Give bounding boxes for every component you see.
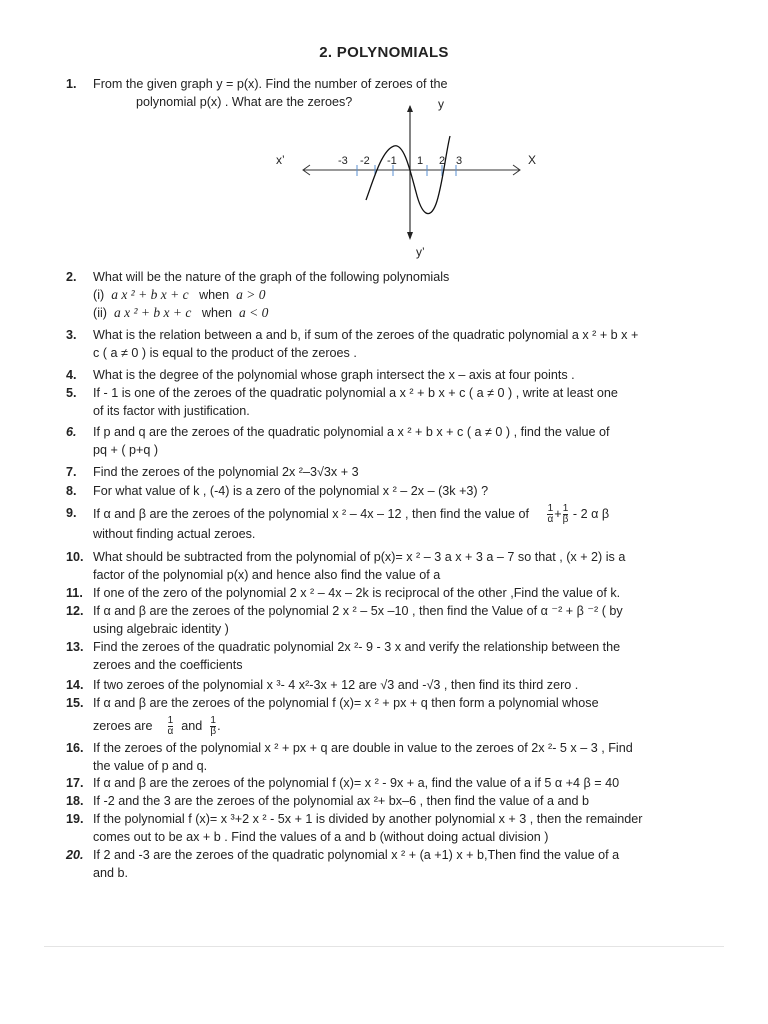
question-text: If α and β are the zeroes of the polynomial x ² – 4x – 12 , then find the value of $\frac{1}{\alpha}$ + $\frac{1}{\beta}$ - 2 α β xyxy=(93,503,610,525)
question-7 xyxy=(66,463,731,481)
sub-item-ii: (ii) a x ² + b x + c when a < 0 xyxy=(93,305,269,320)
question-number: 4. xyxy=(66,368,77,382)
question-14 xyxy=(66,676,731,694)
question-16 xyxy=(66,739,731,775)
question-text: comes out to be ax + b . Find the values of a and b (without doing actual division ) xyxy=(93,830,549,844)
question-number: 8. xyxy=(66,484,77,498)
question-number: 1. xyxy=(66,77,77,91)
question-text: and b. xyxy=(93,866,129,880)
question-20 xyxy=(66,846,731,882)
tick-label: 2 xyxy=(439,155,446,167)
question-12 xyxy=(66,602,731,638)
question-number: 9. xyxy=(66,506,77,520)
question-text: If p and q are the zeroes of the quadratic polynomial a x ² + b x + c ( a ≠ 0 ) , find the value of xyxy=(93,425,610,439)
question-text: polynomial p(x) . What are the zeroes? xyxy=(136,95,353,109)
y-axis-label: y xyxy=(438,97,444,111)
question-text: using algebraic identity ) xyxy=(93,622,229,636)
question-text: From the given graph y = p(x). Find the number of zeroes of the xyxy=(93,77,448,91)
question-10 xyxy=(66,548,731,584)
question-text: If α and β are the zeroes of the polynomial f (x)= x ² - 9x + a, find the value of a if 5 α +4 β = 40 xyxy=(93,776,620,790)
tick-label: 3 xyxy=(456,155,463,167)
tick-label: -2 xyxy=(360,155,370,167)
question-text: the value of p and q. xyxy=(93,759,208,773)
question-number: 3. xyxy=(66,328,77,342)
question-9 xyxy=(66,504,731,543)
question-17 xyxy=(66,774,731,792)
question-text: If α and β are the zeroes of the polynomial 2 x ² – 5x –10 , then find the Value of α ⁻² + β ⁻² ( by xyxy=(93,604,623,618)
question-number: 14. xyxy=(66,678,84,692)
footer-divider xyxy=(44,946,724,947)
question-11 xyxy=(66,584,731,602)
question-13 xyxy=(66,638,731,674)
question-number: 7. xyxy=(66,465,77,479)
question-19 xyxy=(66,810,731,846)
fraction-1-over-alpha: $\frac{1}{\alpha}$ xyxy=(167,715,174,737)
question-number: 12. xyxy=(66,604,84,618)
question-text: What is the relation between a and b, if sum of the zeroes of the quadratic polynomial a x ² + b x + xyxy=(93,328,639,342)
question-text: Find the zeroes of the quadratic polynomial 2x ²- 9 - 3 x and verify the relationship between the xyxy=(93,640,621,654)
sub-item-i: (i) a x ² + b x + c when a > 0 xyxy=(93,287,266,302)
y-neg-axis-label: y’ xyxy=(416,245,425,259)
question-text: What will be the nature of the graph of the following polynomials xyxy=(93,270,450,284)
question-2 xyxy=(66,268,731,322)
question-text: c ( a ≠ 0 ) is equal to the product of the zeroes . xyxy=(93,346,357,360)
question-text: If the polynomial f (x)= x ³+2 x ² - 5x + 1 is divided by another polynomial x + 3 , then the remainder xyxy=(93,812,643,826)
question-text: pq + ( p+q ) xyxy=(93,443,159,457)
question-number: 10. xyxy=(66,550,84,564)
question-15 xyxy=(66,694,731,737)
question-number: 18. xyxy=(66,794,84,808)
tick-label: -1 xyxy=(387,155,397,167)
question-text: If the zeroes of the polynomial x ² + px + q are double in value to the zeroes of 2x ²- 5 x – 3 , Find xyxy=(93,741,633,755)
polynomial-graph xyxy=(270,92,560,262)
question-number: 19. xyxy=(66,812,84,826)
question-5 xyxy=(66,384,731,420)
fraction-1-over-beta: $\frac{1}{\beta}$ xyxy=(562,503,569,525)
question-number: 5. xyxy=(66,386,77,400)
y-axis-arrow-down xyxy=(407,232,413,240)
question-number: 16. xyxy=(66,741,84,755)
question-text: What should be subtracted from the polynomial of p(x)= x ² – 3 a x + 3 a – 7 so that , (x + 2) is a xyxy=(93,550,626,564)
question-8 xyxy=(66,482,731,500)
page-title: 2. POLYNOMIALS xyxy=(319,44,449,61)
question-text: What is the degree of the polynomial whose graph intersect the x – axis at four points . xyxy=(93,368,575,382)
question-text: Find the zeroes of the polynomial 2x ²–3√3x + 3 xyxy=(93,465,359,479)
question-number: 20. xyxy=(66,848,84,862)
question-3 xyxy=(66,326,731,362)
question-number: 2. xyxy=(66,270,77,284)
question-text: without finding actual zeroes. xyxy=(93,527,256,541)
question-text: If - 1 is one of the zeroes of the quadratic polynomial a x ² + b x + c ( a ≠ 0 ) , write at least one xyxy=(93,386,618,400)
question-text: If α and β are the zeroes of the polynomial f (x)= x ² + px + q then form a polynomial whose xyxy=(93,696,599,710)
x-neg-axis-label: x’ xyxy=(276,153,285,167)
question-number: 17. xyxy=(66,776,84,790)
question-text: If -2 and the 3 are the zeroes of the polynomial ax ²+ bx–6 , then find the value of a and b xyxy=(93,794,590,808)
question-number: 15. xyxy=(66,696,84,710)
question-text: If 2 and -3 are the zeroes of the quadratic polynomial x ² + (a +1) x + b,Then find the value of a xyxy=(93,848,620,862)
tick-label: -3 xyxy=(338,155,348,167)
y-axis-arrow-up xyxy=(407,105,413,112)
x-axis-label: X xyxy=(528,153,537,167)
question-number: 11. xyxy=(66,586,83,600)
question-number: 6. xyxy=(66,425,77,439)
question-text: zeroes are $\frac{1}{\alpha}$ and $\frac{1}{\beta}$ . xyxy=(93,715,221,737)
fraction-1-over-beta: $\frac{1}{\beta}$ xyxy=(210,715,217,737)
question-text: of its factor with justification. xyxy=(93,404,250,418)
question-text: factor of the polynomial p(x) and hence also find the value of a xyxy=(93,568,441,582)
tick-label: 1 xyxy=(417,155,424,167)
question-number: 13. xyxy=(66,640,84,654)
question-4 xyxy=(66,366,731,384)
question-text: For what value of k , (-4) is a zero of the polynomial x ² – 2x – (3k +3) ? xyxy=(93,484,489,498)
polynomial-curve xyxy=(366,136,450,214)
question-text: zeroes and the coefficients xyxy=(93,658,243,672)
question-text: If two zeroes of the polynomial x ³- 4 x²-3x + 12 are √3 and -√3 , then find its third zero . xyxy=(93,678,579,692)
question-text: If one of the zero of the polynomial 2 x ² – 4x – 2k is reciprocal of the other ,Find the value of k. xyxy=(93,586,621,600)
question-18 xyxy=(66,792,731,810)
fraction-1-over-alpha: $\frac{1}{\alpha}$ xyxy=(547,503,554,525)
question-6 xyxy=(66,423,731,459)
